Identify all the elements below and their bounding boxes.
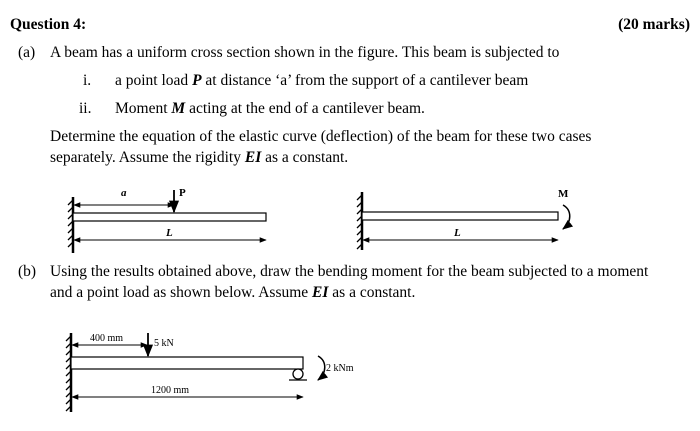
part-b-line1: Using the results obtained above, draw the bending moment for the beam subjected to a moment <box>50 263 649 280</box>
beam-3 <box>71 357 303 369</box>
part-a-task-line1: Determine the equation of the elastic curve (deflection) of the beam for these two cases <box>50 128 592 145</box>
part-a-task-line2: separately. Assume the rigidity EI as a constant. <box>50 149 349 166</box>
rigidity-symbol: EI <box>244 149 262 166</box>
figure-1-point-load-beam <box>68 187 266 253</box>
question-title: Question 4: <box>10 16 87 33</box>
beam-2 <box>362 212 558 220</box>
fixed-support-2 <box>357 192 362 250</box>
roller-support <box>289 369 307 380</box>
part-b-label: (b) <box>18 263 37 280</box>
item-i-text: a point load P at distance ‘a’ from the support of a cantilever beam <box>115 72 529 89</box>
moment-symbol: M <box>171 100 186 117</box>
beam-1 <box>73 213 266 221</box>
length-label-2: L <box>454 227 461 239</box>
span-length-label: 1200 mm <box>151 385 190 396</box>
length-label-1: L <box>166 227 173 239</box>
applied-moment-label: 2 kNm <box>326 363 354 374</box>
load-symbol: P <box>192 72 202 89</box>
item-ii-number: ii. <box>79 100 92 117</box>
fixed-support-3 <box>66 333 71 412</box>
fixed-support-1 <box>68 197 73 253</box>
question-marks: (20 marks) <box>618 16 690 33</box>
figure-2-end-moment-beam <box>357 188 570 250</box>
applied-moment-arrow <box>318 356 325 380</box>
part-b-line2: and a point load as shown below. Assume EI as a constant. <box>50 284 416 301</box>
part-a-label: (a) <box>18 44 36 61</box>
end-moment-arrow <box>563 205 570 229</box>
point-load-label-3: 5 kN <box>154 338 174 349</box>
item-i-number: i. <box>83 72 92 89</box>
item-ii-text: Moment M acting at the end of a cantilever beam. <box>115 100 425 117</box>
figure-3-combined-load-beam <box>66 333 354 412</box>
rigidity-symbol-b: EI <box>312 284 329 301</box>
end-moment-label: M <box>558 188 569 200</box>
load-position-label: 400 mm <box>90 333 124 344</box>
point-load-label: P <box>179 187 186 199</box>
part-a-intro: A beam has a uniform cross section shown in the figure. This beam is subjected to <box>50 44 560 61</box>
dimension-a-label: a <box>121 187 127 199</box>
